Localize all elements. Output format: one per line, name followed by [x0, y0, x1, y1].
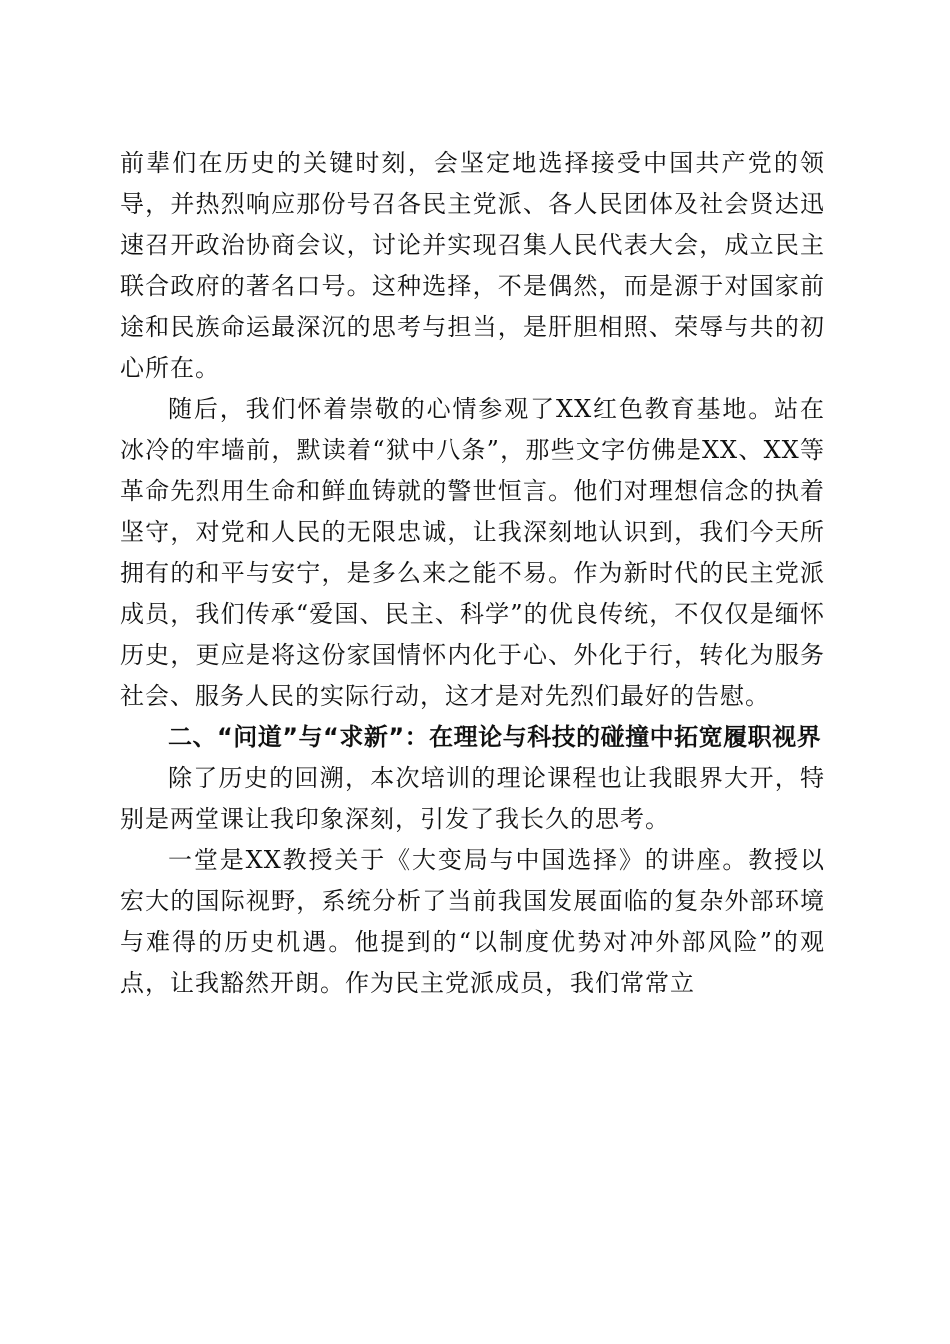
paragraph-lecture: 一堂是XX教授关于《大变局与中国选择》的讲座。教授以宏大的国际视野，系统分析了当前我国发展面临的复杂外部环境与难得的历史机遇。他提到的“以制度优势对冲外部风险”的观点，让我豁然开朗。作为民主党派成员，我们常常立	[120, 846, 825, 997]
paragraph-continuation: 前辈们在历史的关键时刻，会坚定地选择接受中国共产党的领导，并热烈响应那份号召各民主党派、各人民团体及社会贤达迅速召开政治协商会议，讨论并实现召集人民代表大会，成立民主联合政府的著名口号。这种选择，不是偶然，而是源于对国家前途和民族命运最深沉的思考与担当，是肝胆相照、荣辱与共的初心所在。	[120, 149, 825, 382]
document-body	[120, 143, 825, 1004]
paragraph-theory-courses: 除了历史的回溯，本次培训的理论课程也让我眼界大开，特别是两堂课让我印象深刻，引发了我长久的思考。	[120, 764, 825, 833]
paragraph-red-education-base: 随后，我们怀着崇敬的心情参观了XX红色教育基地。站在冰冷的牢墙前，默读着“狱中八条”，那些文字仿佛是XX、XX等革命先烈用生命和鲜血铸就的警世恒言。他们对理想信念的执着坚守，对党和人民的无限忠诚，让我深刻地认识到，我们今天所拥有的和平与安宁，是多么来之能不易。作为新时代的民主党派成员，我们传承“爱国、民主、科学”的优良传统，不仅仅是缅怀历史，更应是将这份家国情怀内化于心、外化于行，转化为服务社会、服务人民的实际行动，这才是对先烈们最好的告慰。	[120, 395, 825, 710]
section-heading-2: 二、“问道”与“求新”：在理论与科技的碰撞中拓宽履职视界	[168, 723, 822, 751]
